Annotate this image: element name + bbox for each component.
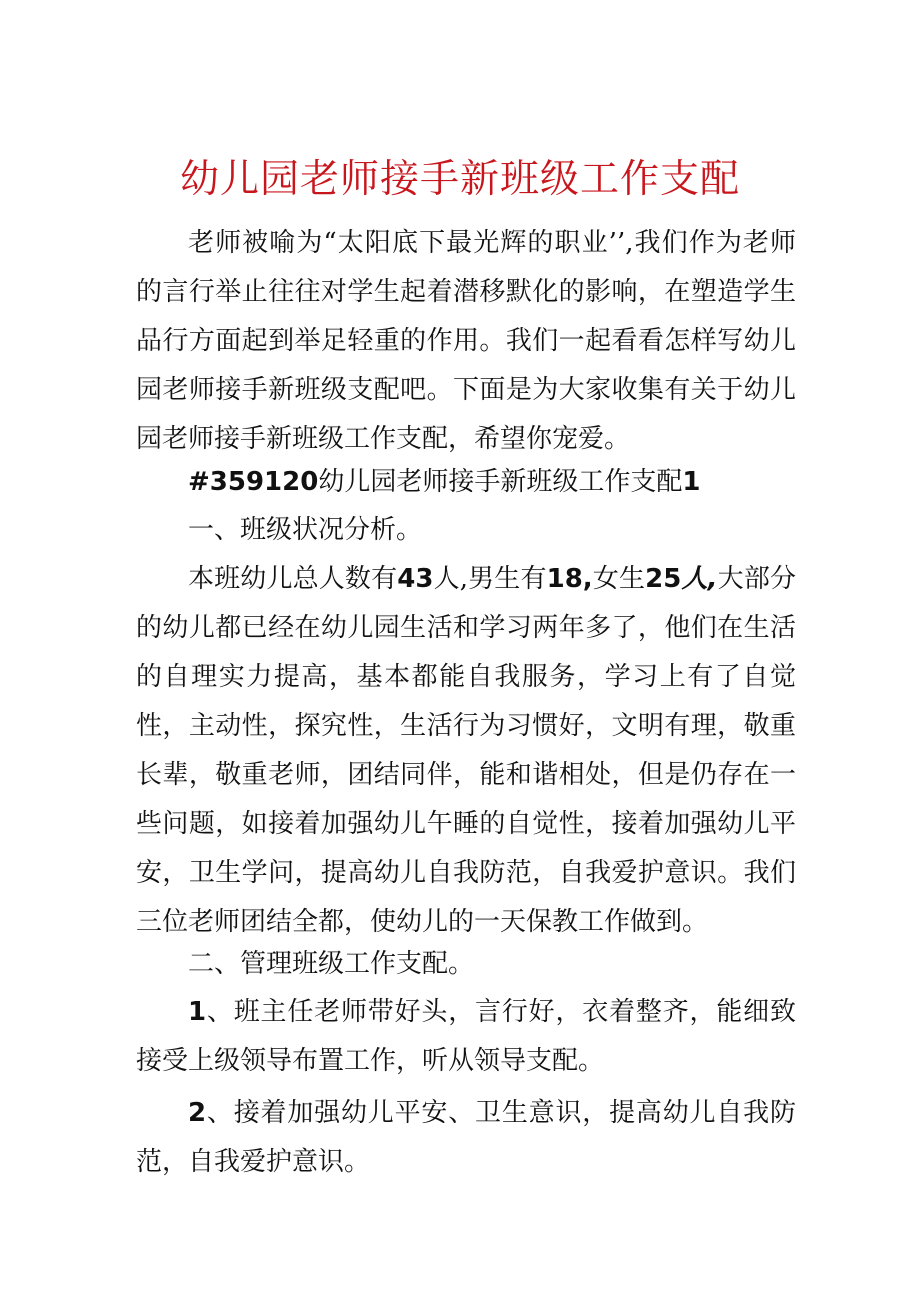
- subtitle-line: [136, 458, 796, 507]
- section1-part3: 女生: [592, 564, 646, 594]
- subtitle-text: 幼儿园老师接手新班级工作支配: [318, 467, 683, 497]
- document-title: 幼儿园老师接手新班级工作支配: [179, 157, 740, 202]
- section1-paragraph: [136, 555, 796, 947]
- subtitle-block: [136, 458, 796, 507]
- subtitle-number: 1: [682, 467, 701, 497]
- section1-part5: 大部分的幼儿都已经在幼儿园生活和学习两年多了，他们在生活的自理实力提高，基本都能自我服务，学习上有了自觉性，主动性，探究性，生活行为习惯好，文明有理，敬重长辈，敬重老师，团结同伴，能和谐相处，但是仍存在一些问题，如接着加强幼儿午睡的自觉性，接着加强幼儿平安，卫生学问，提高幼儿自我防范，自我爱护意识。我们三位老师团结全都，使幼儿的一天保教工作做到。: [136, 564, 796, 937]
- section1-part2: 人,男生有: [433, 564, 547, 594]
- subtitle-id: #359120: [188, 467, 319, 497]
- item1-text: 、班主任老师带好头，言行好，衣着整齐，能细致接受上级领导布置工作，听从领导支配。: [136, 997, 796, 1076]
- section1-body-block: [136, 555, 796, 947]
- section2-heading-block: [136, 940, 796, 989]
- item1-number: 1: [188, 997, 207, 1027]
- section1-girls: 25: [645, 564, 682, 594]
- section1-part1: 本班幼儿总人数有: [188, 564, 398, 594]
- section1-heading: 一、班级状况分析。: [188, 515, 423, 545]
- section1-total: 43: [397, 564, 434, 594]
- item2-number: 2: [188, 1098, 207, 1128]
- intro-block: [136, 219, 796, 464]
- section1-part4: 人,: [681, 564, 718, 594]
- item2-paragraph: [136, 1089, 796, 1187]
- section2-heading: 二、管理班级工作支配。: [188, 949, 475, 979]
- item2-block: [136, 1089, 796, 1187]
- intro-paragraph: 老师被喻为“太阳底下最光辉的职业’’,我们作为老师的言行举止往往对学生起着潜移默化的影响，在塑造学生品行方面起到举足轻重的作用。我们一起看看怎样写幼儿园老师接手新班级支配吧。下面是为大家收集有关于幼儿园老师接手新班级工作支配，希望你宠爱。: [136, 228, 796, 454]
- item2-text: 、接着加强幼儿平安、卫生意识，提高幼儿自我防范，自我爱护意识。: [136, 1098, 796, 1177]
- item1-block: [136, 988, 796, 1086]
- item1-paragraph: [136, 988, 796, 1086]
- section1-heading-block: [136, 506, 796, 555]
- section1-boys: 18,: [546, 564, 593, 594]
